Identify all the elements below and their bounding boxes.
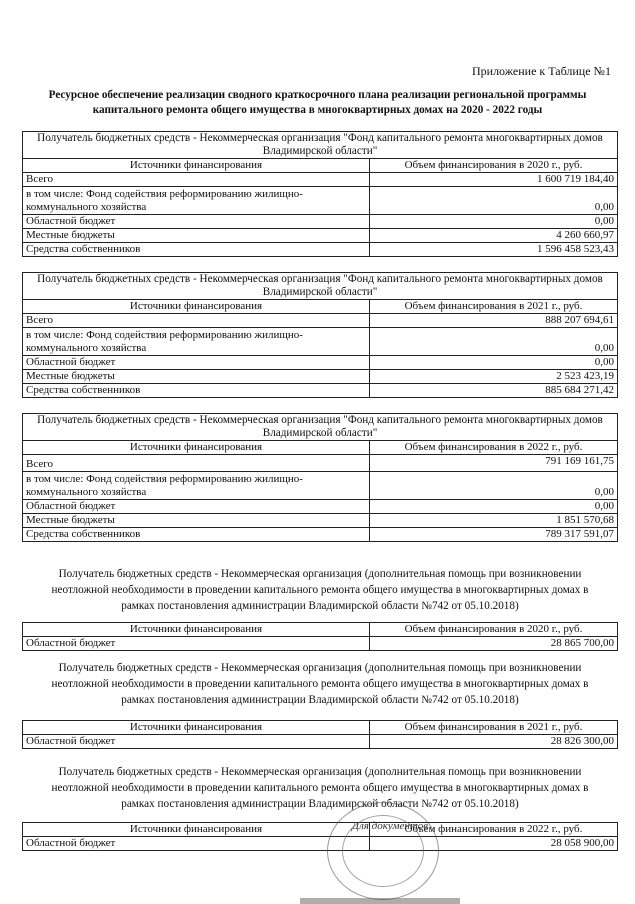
funding-table-2020 — [22, 131, 618, 257]
row-label: в том числе: Фонд содействия реформированию жилищно-коммунального хозяйства — [23, 472, 370, 500]
recipient-text: Получатель бюджетных средств - Некоммерческая организация "Фонд капитального ремонта многоквартирных домов Владимирской области" — [23, 132, 618, 159]
col-source-header: Источники финансирования — [23, 623, 370, 637]
row-value: 1 596 458 523,43 — [370, 243, 618, 257]
extra-block-2021 — [22, 660, 618, 749]
row-value: 885 684 271,42 — [370, 384, 618, 398]
row-label: Всего — [23, 173, 370, 187]
recipient-text: Получатель бюджетных средств - Некоммерческая организация "Фонд капитального ремонта многоквартирных домов Владимирской области" — [23, 273, 618, 300]
row-value: 0,00 — [370, 328, 618, 356]
row-label: в том числе: Фонд содействия реформированию жилищно-коммунального хозяйства — [23, 187, 370, 215]
col-source-header: Источники финансирования — [23, 721, 370, 735]
row-label: Местные бюджеты — [23, 229, 370, 243]
document-title: Ресурсное обеспечение реализации сводного краткосрочного плана реализации региональной программы капитального ремонта общего имущества в многоквартирных домах на 2020 - 2022 годы — [48, 89, 587, 116]
col-source-header: Источники финансирования — [23, 159, 370, 173]
row-label: Всего — [23, 455, 370, 472]
row-value: 4 260 660,97 — [370, 229, 618, 243]
appendix-label: Приложение к Таблице №1 — [471, 64, 611, 78]
row-value: 0,00 — [370, 500, 618, 514]
row-label: Областной бюджет — [23, 637, 370, 651]
row-value: 789 317 591,07 — [370, 528, 618, 542]
extra-block-2020 — [22, 566, 618, 651]
recipient-text: Получатель бюджетных средств - Некоммерческая организация "Фонд капитального ремонта многоквартирных домов Владимирской области" — [23, 414, 618, 441]
row-label: Областной бюджет — [23, 837, 370, 851]
extra-block-2022 — [22, 764, 618, 851]
row-value: 1 600 719 184,40 — [370, 173, 618, 187]
col-value-header: Объем финансирования в 2022 г., руб. — [370, 823, 618, 837]
row-value: 28 865 700,00 — [370, 637, 618, 651]
funding-table-2022 — [22, 413, 618, 542]
row-label: Областной бюджет — [23, 215, 370, 229]
scan-edge-mark — [300, 898, 460, 904]
extra-recipient-text: Получатель бюджетных средств - Некоммерческая организация (дополнительная помощь при возникновении неотложной необходимости в проведении капитального ремонта общего имущества в многоквартирных домах в рамках постановления администрации Владимирской области №742 от 05.10.2018) — [51, 766, 589, 810]
row-label: в том числе: Фонд содействия реформированию жилищно-коммунального хозяйства — [23, 328, 370, 356]
col-value-header: Объем финансирования в 2020 г., руб. — [370, 159, 618, 173]
extra-recipient-text: Получатель бюджетных средств - Некоммерческая организация (дополнительная помощь при возникновении неотложной необходимости в проведении капитального ремонта общего имущества в многоквартирных домах в рамках постановления администрации Владимирской области №742 от 05.10.2018) — [51, 662, 589, 706]
col-value-header: Объем финансирования в 2021 г., руб. — [370, 721, 618, 735]
col-value-header: Объем финансирования в 2022 г., руб. — [370, 441, 618, 455]
stamp-handwritten-text: Для документов — [352, 820, 429, 832]
official-stamp — [327, 802, 439, 900]
row-value: 888 207 694,61 — [370, 314, 618, 328]
row-value: 0,00 — [370, 472, 618, 500]
row-value: 2 523 423,19 — [370, 370, 618, 384]
row-label: Всего — [23, 314, 370, 328]
col-value-header: Объем финансирования в 2021 г., руб. — [370, 300, 618, 314]
col-value-header: Объем финансирования в 2020 г., руб. — [370, 623, 618, 637]
row-label: Местные бюджеты — [23, 370, 370, 384]
row-label: Областной бюджет — [23, 356, 370, 370]
row-label: Областной бюджет — [23, 500, 370, 514]
col-source-header: Источники финансирования — [23, 823, 370, 837]
extra-table-2020 — [22, 622, 618, 651]
col-source-header: Источники финансирования — [23, 441, 370, 455]
row-value: 0,00 — [370, 356, 618, 370]
row-label: Средства собственников — [23, 384, 370, 398]
row-value: 28 058 900,00 — [370, 837, 618, 851]
extra-table-2021 — [22, 720, 618, 749]
row-value: 1 851 570,68 — [370, 514, 618, 528]
funding-table-2021 — [22, 272, 618, 398]
row-value: 0,00 — [370, 215, 618, 229]
extra-recipient-text: Получатель бюджетных средств - Некоммерческая организация (дополнительная помощь при возникновении неотложной необходимости в проведении капитального ремонта общего имущества в многоквартирных домах в рамках постановления администрации Владимирской области №742 от 05.10.2018) — [51, 568, 589, 612]
extra-table-2022 — [22, 822, 618, 851]
row-label: Средства собственников — [23, 243, 370, 257]
row-value: 0,00 — [370, 187, 618, 215]
row-value: 791 169 161,75 — [370, 455, 618, 472]
row-label: Областной бюджет — [23, 735, 370, 749]
col-source-header: Источники финансирования — [23, 300, 370, 314]
row-value: 28 826 300,00 — [370, 735, 618, 749]
row-label: Местные бюджеты — [23, 514, 370, 528]
row-label: Средства собственников — [23, 528, 370, 542]
